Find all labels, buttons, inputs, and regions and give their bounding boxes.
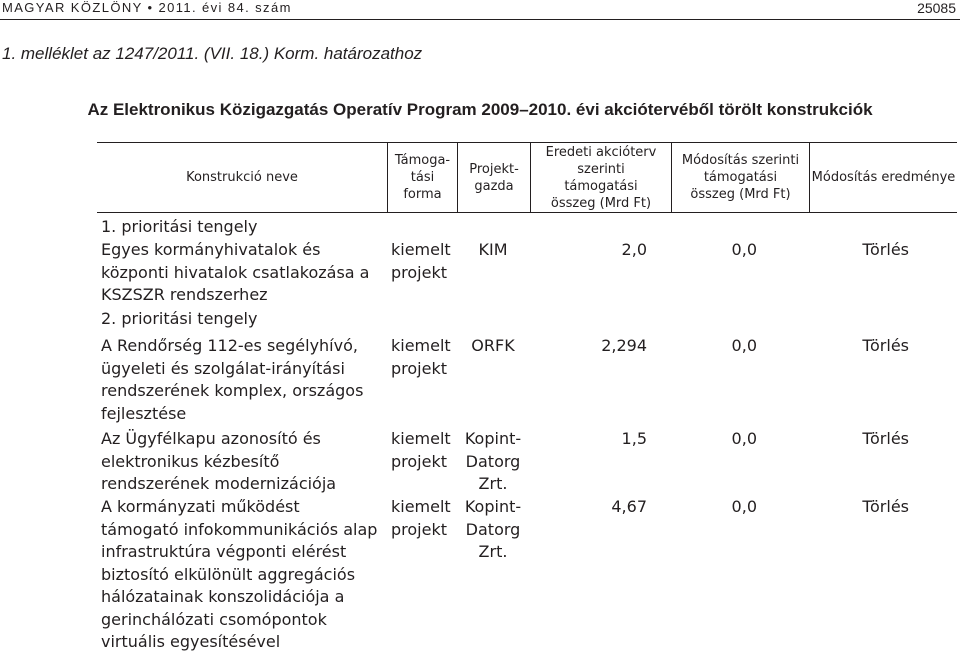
section-heading: 1. prioritási tengely [101, 217, 258, 236]
col-header-modified: Módosítás szerinti támogatási összeg (Mrd Ft) [681, 153, 800, 202]
original-amount: 2,0 [621, 240, 647, 259]
modification-result: Törlés [862, 429, 909, 448]
original-amount: 2,294 [601, 336, 647, 355]
project-owner: KIM [478, 240, 508, 259]
modified-amount: 0,0 [731, 497, 757, 516]
annex-reference: 1. melléklet az 1247/2011. (VII. 18.) Korm. határozathoz [2, 44, 423, 63]
project-owner: Kopint-Datorg Zrt. [464, 497, 522, 561]
page-number: 25085 [917, 0, 956, 16]
col-header-project: Projekt-gazda [469, 161, 519, 194]
col-header-name: Konstrukció neve [186, 170, 298, 185]
support-form: kiemelt projekt [391, 429, 451, 471]
journal-header: MAGYAR KÖZLÖNY • 2011. évi 84. szám [2, 0, 292, 15]
col-header-form: Támoga-tási forma [394, 153, 451, 202]
modified-amount: 0,0 [731, 429, 757, 448]
modified-amount: 0,0 [731, 336, 757, 355]
modification-result: Törlés [862, 240, 909, 259]
construction-name: A Rendőrség 112-es segélyhívó, ügyeleti és szolgálat-irányítási rendszerének komplex, országos fejlesztése [101, 336, 364, 423]
header-rule [0, 19, 960, 20]
modification-result: Törlés [862, 497, 909, 516]
header-underline [97, 212, 957, 213]
construction-name: Az Ügyfélkapu azonosító és elektronikus kézbesítő rendszerének modernizációja [101, 429, 337, 493]
project-owner: ORFK [471, 336, 515, 355]
support-form: kiemelt projekt [391, 240, 451, 282]
support-form: kiemelt projekt [391, 497, 451, 539]
original-amount: 1,5 [621, 429, 647, 448]
constructions-table [97, 142, 957, 655]
modification-result: Törlés [862, 336, 909, 355]
col-header-result: Módosítás eredménye [811, 170, 956, 185]
construction-name: Egyes kormányhivatalok és központi hivatalok csatlakozása a KSZSZR rendszerhez [101, 240, 370, 304]
construction-name: A kormányzati működést támogató infokommunikációs alap infrastruktúra végponti elérést biztosító elkülönült aggregációs hálózatainak konszolidációja a gerinchálózati csomópontok virtuális egyesítésével [101, 497, 378, 651]
document-title: Az Elektronikus Közigazgatás Operatív Program 2009–2010. évi akciótervéből törölt konstrukciók [87, 100, 873, 119]
support-form: kiemelt projekt [391, 336, 451, 378]
section-heading: 2. prioritási tengely [101, 309, 258, 328]
project-owner: Kopint-Datorg Zrt. [464, 429, 522, 493]
col-header-original: Eredeti akcióterv szerinti támogatási összeg (Mrd Ft) [545, 144, 657, 211]
modified-amount: 0,0 [731, 240, 757, 259]
original-amount: 4,67 [611, 497, 647, 516]
